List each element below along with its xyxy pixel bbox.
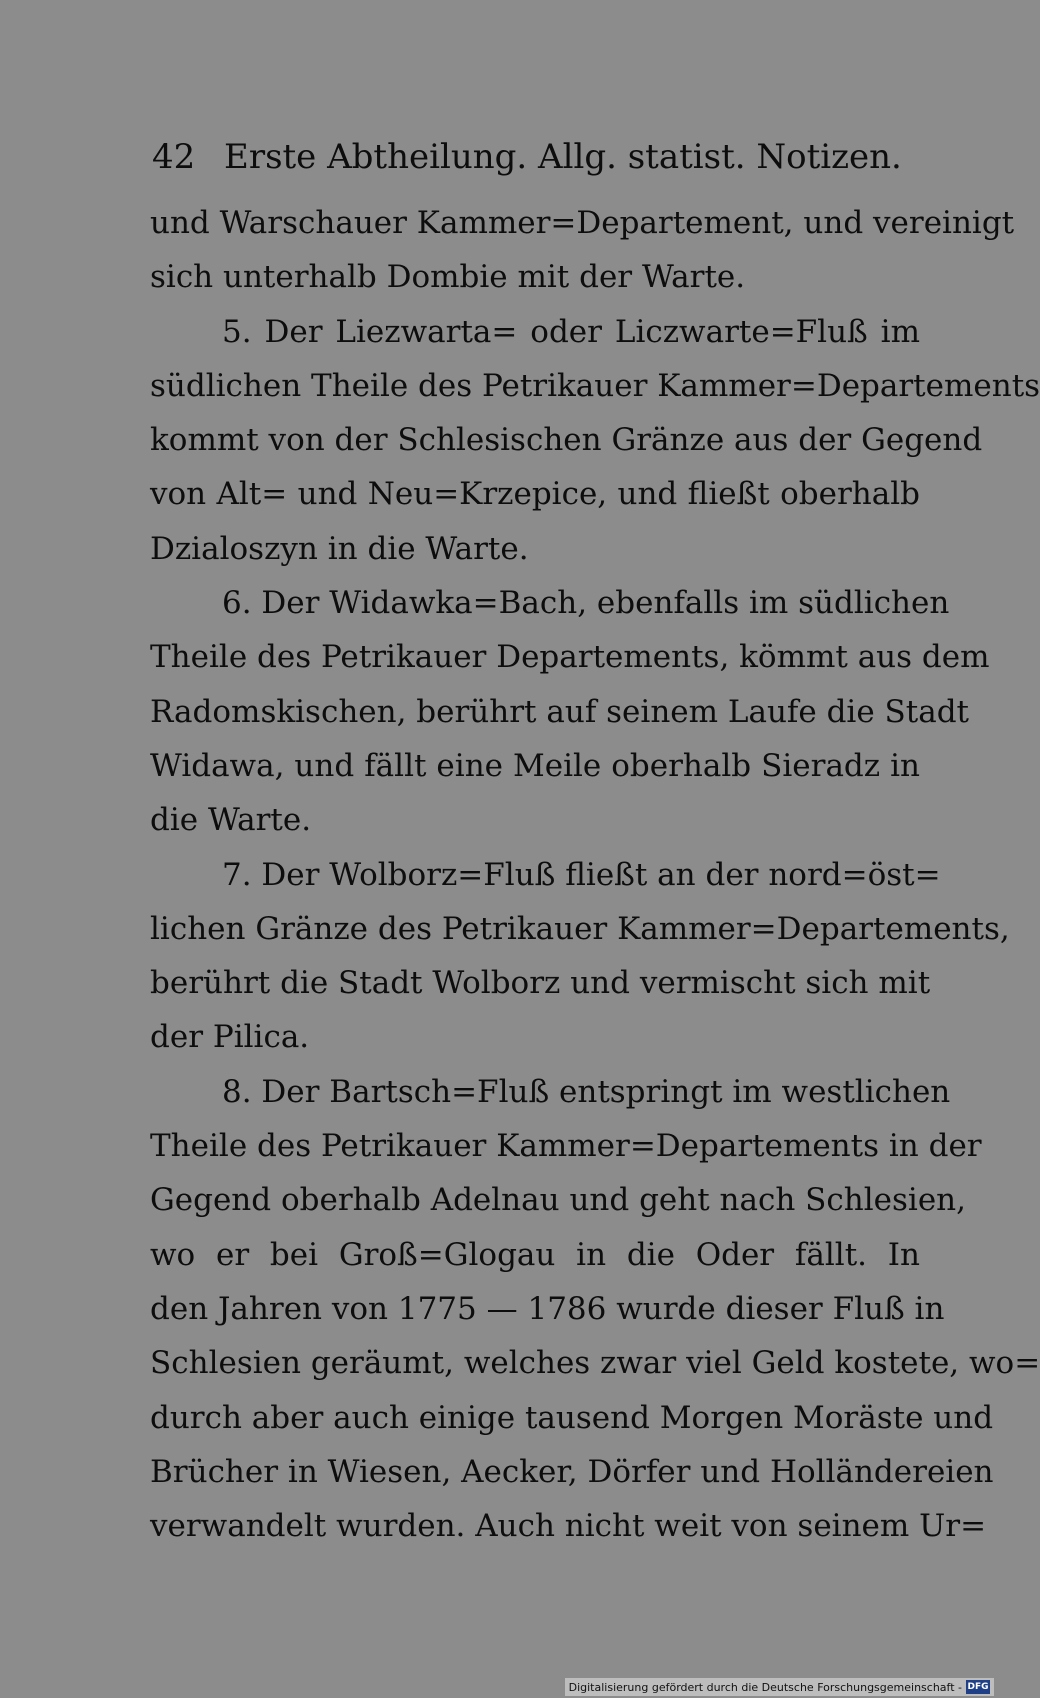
text-line: durch aber auch einige tausend Morgen Moräste und (150, 1399, 994, 1436)
text-line: kommt von der Schlesischen Gränze aus der Gegend (150, 422, 983, 459)
text-line: Brücher in Wiesen, Aecker, Dörfer und Holländereien (150, 1453, 994, 1490)
text-line: Schlesien geräumt, welches zwar viel Geld kostete, wo= (150, 1345, 1040, 1382)
text-line: der Pilica. (150, 1019, 310, 1056)
digitization-footer (565, 1678, 994, 1696)
running-head (152, 132, 902, 182)
text-line: und Warschauer Kammer=Departement, und vereinigt (150, 205, 1015, 241)
text-line: Theile des Petrikauer Departements, kömmt aus dem (150, 639, 990, 676)
text-line: lichen Gränze des Petrikauer Kammer=Departements, (150, 910, 1010, 947)
body-text (150, 196, 1040, 1553)
page-number: 42 (152, 137, 196, 177)
footer-credit: Digitalisierung gefördert durch die Deutsche Forschungsgemeinschaft - (568, 1680, 962, 1694)
text-line: berührt die Stadt Wolborz und vermischt sich mit (150, 965, 931, 1002)
text-line: von Alt= und Neu=Krzepice, und fließt oberhalb (150, 476, 920, 513)
dfg-logo-icon: DFG (967, 1682, 989, 1692)
text-line: südlichen Theile des Petrikauer Kammer=Departements (150, 367, 1040, 404)
text-line: Dzialoszyn in die Warte. (150, 530, 529, 567)
text-line: wo er bei Groß=Glogau in die Oder fällt. In (150, 1236, 920, 1273)
text-line: sich unterhalb Dombie mit der Warte. (150, 259, 746, 296)
text-line: Radomskischen, berührt auf seinem Laufe die Stadt (150, 693, 970, 730)
text-line: die Warte. (150, 802, 312, 839)
text-line: 7. Der Wolborz=Fluß fließt an der nord=öst= (222, 856, 941, 893)
text-line: 6. Der Widawka=Bach, ebenfalls im südlichen (222, 585, 950, 622)
text-line: Gegend oberhalb Adelnau und geht nach Schlesien, (150, 1182, 966, 1219)
text-line: Widawa, und fällt eine Meile oberhalb Sieradz in (150, 747, 920, 784)
text-line: 5. Der Liezwarta= oder Liczwarte=Fluß im (222, 313, 920, 350)
text-line: verwandelt wurden. Auch nicht weit von seinem Ur= (150, 1508, 987, 1545)
text-line: den Jahren von 1775 — 1786 wurde dieser Fluß in (150, 1290, 945, 1327)
text-line: 8. Der Bartsch=Fluß entspringt im westlichen (222, 1073, 951, 1110)
text-line: Theile des Petrikauer Kammer=Departements in der (150, 1128, 982, 1165)
running-title: Erste Abtheilung. Allg. statist. Notizen. (224, 137, 902, 177)
